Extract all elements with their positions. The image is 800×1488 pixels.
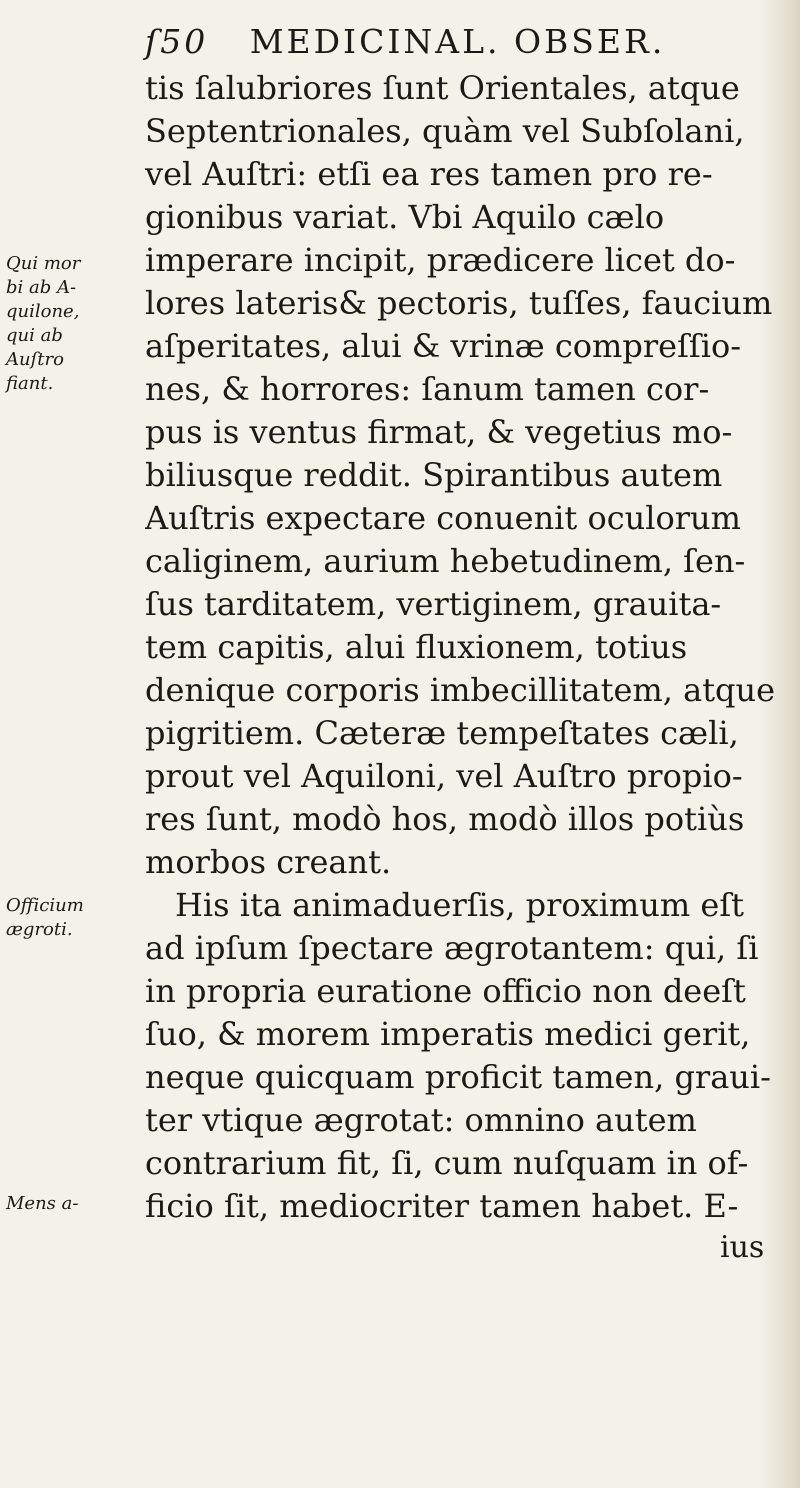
text-line: ficio ſit, mediocriter tamen habet. E- [145,1187,739,1225]
text-line: in propria euratione officio non deeſt [145,972,746,1010]
text-line: prout vel Aquiloni, vel Auſtro propio- [145,757,743,795]
text-line: lores lateris& pectoris, tuſſes, faucium [145,284,773,322]
margin-note: Qui mor bi ab A- quilone, qui ab Auſtro fiant. [6,253,81,394]
text-line: gionibus variat. Vbi Aquilo cælo [145,198,665,236]
text-line: tis ſalubriores ſunt Orientales, atque [145,69,740,107]
text-line: Auſtris expectare conuenit oculorum [145,499,741,537]
text-line: Septentrionales, quàm vel Subſolani, [145,112,745,150]
catchword: ius [720,1230,765,1265]
text-line: ter vtique ægrotat: omnino autem [145,1101,697,1139]
text-line: ſus tarditatem, vertiginem, grauita- [145,585,722,623]
running-title: MEDICINAL. OBSER. [249,22,666,61]
margin-note: Officium ægroti. [6,895,84,940]
text-line: nes, & horrores: ſanum tamen cor- [145,370,710,408]
text-line: imperare incipit, prædicere licet do- [145,241,736,279]
text-line: caliginem, aurium hebetudinem, ſen- [145,542,746,580]
page-number: ſ50 [145,22,209,61]
text-line: vel Auſtri: etſi ea res tamen pro re- [145,155,713,193]
text-line: contrarium fit, ſi, cum nuſquam in of- [145,1144,749,1182]
text-line: pus is ventus firmat, & vegetius mo- [145,413,733,451]
paragraph-first-line: His ita animaduerſis, proximum eſt [175,886,745,924]
text-line: neque quicquam proficit tamen, graui- [145,1058,771,1096]
text-line: aſperitates, alui & vrinæ compreſſio- [145,327,742,365]
margin-note: Mens a- [6,1193,79,1214]
text-line: res ſunt, modò hos, modò illos potiùs [145,800,745,838]
text-line: morbos creant. [145,843,392,881]
text-line: ad ipſum ſpectare ægrotantem: qui, ſi [145,929,759,967]
text-line: ſuo, & morem imperatis medici gerit, [145,1015,751,1053]
text-line: biliusque reddit. Spirantibus autem [145,456,723,494]
text-line: tem capitis, alui fluxionem, totius [145,628,688,666]
text-line: pigritiem. Cæteræ tempeſtates cæli, [145,714,739,752]
text-line: denique corporis imbecillitatem, atque [145,671,776,709]
